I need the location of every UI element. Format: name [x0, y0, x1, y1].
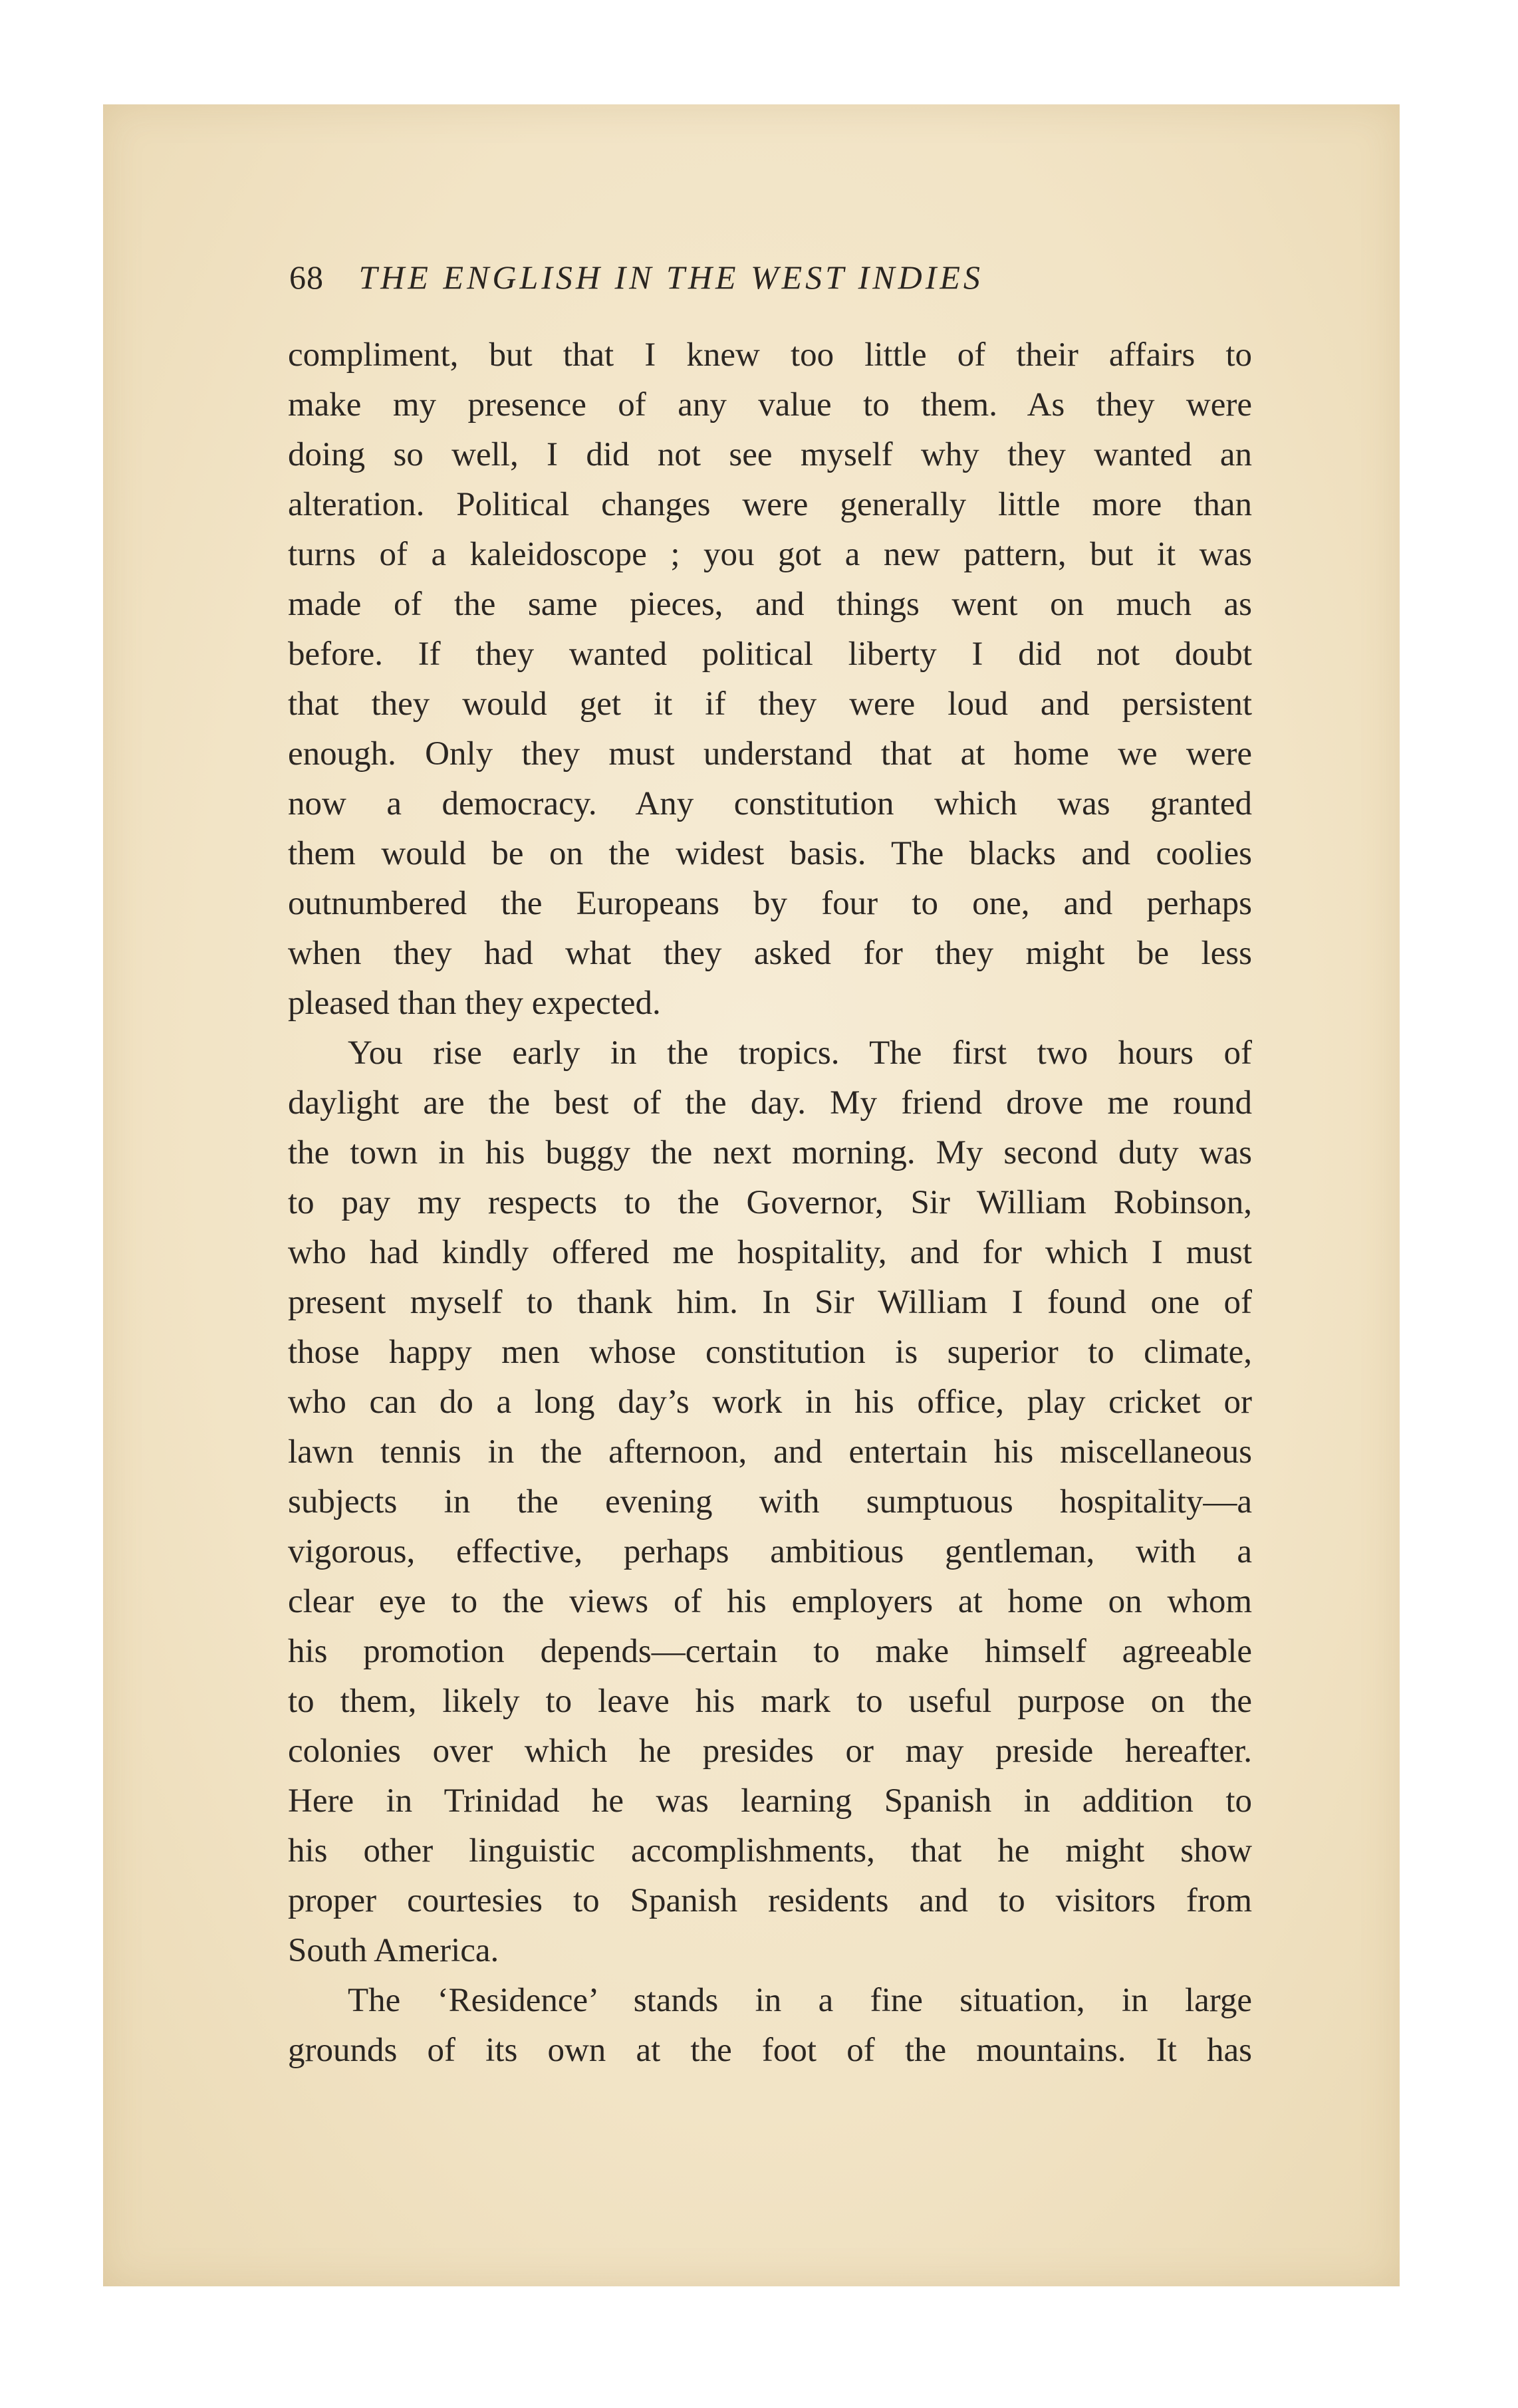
text-line: the town in his buggy the next morning. My second duty was	[288, 1134, 1252, 1171]
text-line: them would be on the widest basis. The blacks and coolies	[288, 835, 1252, 872]
text-line: to them, likely to leave his mark to useful purpose on the	[288, 1683, 1252, 1720]
text-line: who can do a long day’s work in his office, play cricket or	[288, 1384, 1252, 1421]
text-line: turns of a kaleidoscope ; you got a new pattern, but it was	[288, 536, 1252, 573]
text-line: his promotion depends—certain to make himself agreeable	[288, 1633, 1252, 1670]
text-line: clear eye to the views of his employers at home on whom	[288, 1583, 1252, 1620]
running-title: THE ENGLISH IN THE WEST INDIES	[358, 259, 983, 296]
text-line: those happy men whose constitution is superior to climate,	[288, 1334, 1252, 1371]
body-text	[288, 330, 1252, 2076]
text-line: outnumbered the Europeans by four to one, and perhaps	[288, 885, 1252, 922]
text-line: proper courtesies to Spanish residents and to visitors from	[288, 1882, 1252, 1919]
text-line: South America.	[288, 1932, 499, 1969]
text-line: vigorous, effective, perhaps ambitious gentleman, with a	[288, 1533, 1252, 1570]
text-line: subjects in the evening with sumptuous hospitality—a	[288, 1483, 1252, 1520]
text-line: make my presence of any value to them. As they were	[288, 386, 1252, 423]
text-line: enough. Only they must understand that at home we were	[288, 735, 1252, 773]
text-line: daylight are the best of the day. My friend drove me round	[288, 1084, 1252, 1122]
paragraph	[288, 330, 1252, 1028]
text-line: colonies over which he presides or may preside hereafter.	[288, 1733, 1252, 1770]
paragraph	[288, 1028, 1252, 1976]
text-line: that they would get it if they were loud and persistent	[288, 685, 1252, 723]
text-line: grounds of its own at the foot of the mountains. It has	[288, 2032, 1252, 2069]
text-line: present myself to thank him. In Sir William I found one of	[288, 1284, 1252, 1321]
text-line: The ‘Residence’ stands in a fine situation, in large	[348, 1982, 1252, 2019]
text-line: to pay my respects to the Governor, Sir William Robinson,	[288, 1184, 1252, 1221]
paragraph	[288, 1976, 1252, 2076]
text-line: his other linguistic accomplishments, that he might show	[288, 1832, 1252, 1869]
text-line: when they had what they asked for they might be less	[288, 935, 1252, 972]
text-line: before. If they wanted political liberty I did not doubt	[288, 636, 1252, 673]
text-line: doing so well, I did not see myself why they wanted an	[288, 436, 1252, 473]
running-header	[289, 258, 1260, 304]
text-line: pleased than they expected.	[288, 985, 661, 1022]
text-line: You rise early in the tropics. The first two hours of	[348, 1034, 1252, 1072]
text-line: made of the same pieces, and things went on much as	[288, 586, 1252, 623]
text-line: compliment, but that I knew too little of their affairs to	[288, 336, 1252, 374]
text-line: now a democracy. Any constitution which was granted	[288, 785, 1252, 822]
text-line: lawn tennis in the afternoon, and entertain his miscellaneous	[288, 1433, 1252, 1471]
text-line: alteration. Political changes were generally little more than	[288, 486, 1252, 523]
text-line: who had kindly offered me hospitality, and for which I must	[288, 1234, 1252, 1271]
page-number: 68	[289, 259, 324, 296]
text-line: Here in Trinidad he was learning Spanish in addition to	[288, 1782, 1252, 1820]
